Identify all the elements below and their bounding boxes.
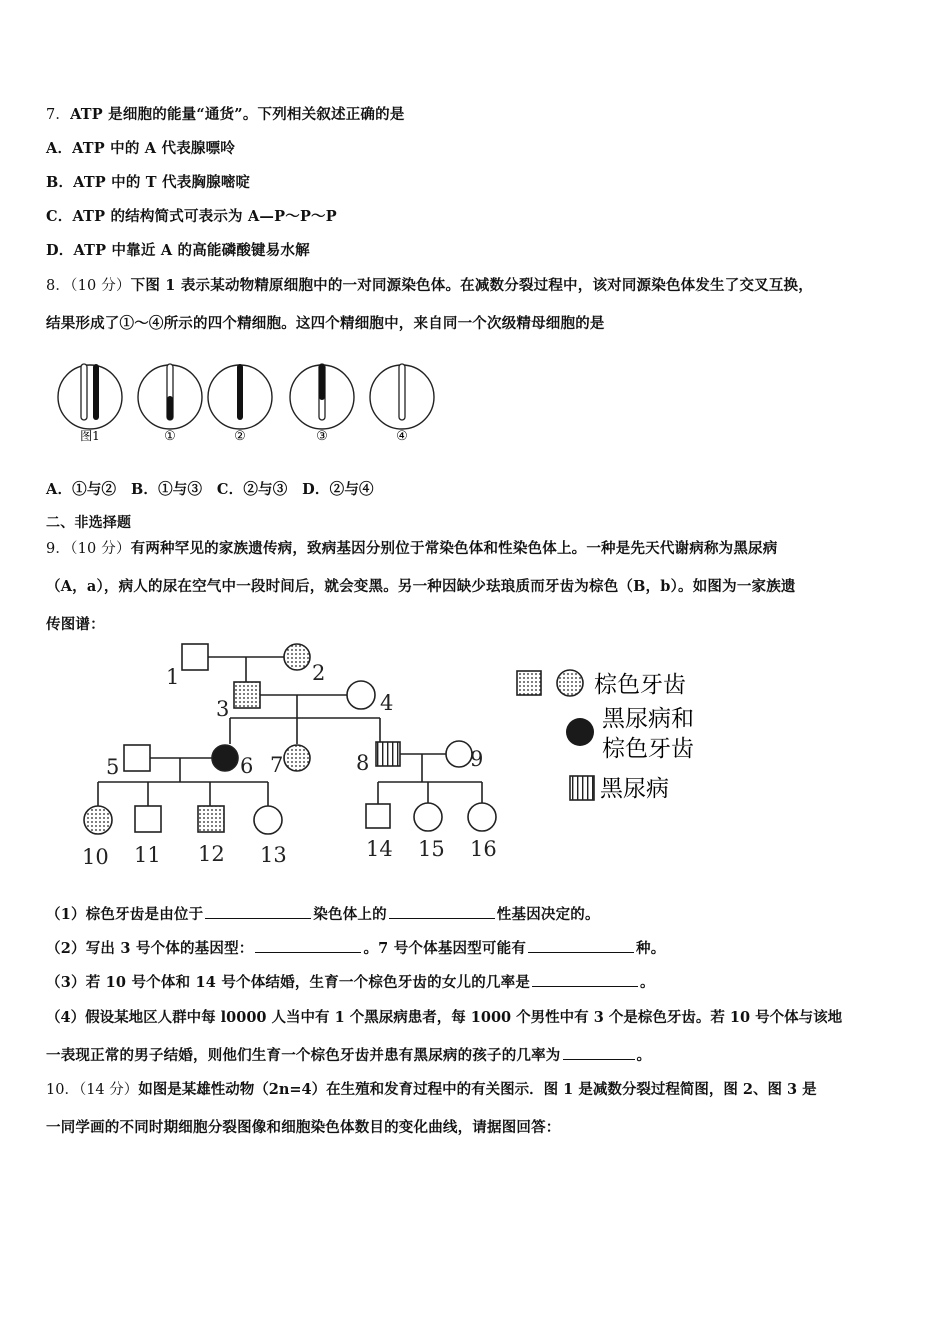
individual-14 — [366, 804, 390, 828]
answer-blank-6[interactable] — [563, 1047, 635, 1060]
id-label-11: 11 — [134, 843, 161, 867]
answer-blank-1[interactable] — [205, 906, 311, 919]
id-label-5: 5 — [106, 755, 120, 779]
cell-sperm-1 — [138, 364, 202, 429]
q8-stem-line1 — [46, 274, 813, 295]
individual-2 — [284, 644, 310, 670]
figure-label-4: ③ — [316, 429, 328, 444]
individual-4 — [347, 681, 375, 709]
q9-sub1 — [46, 903, 600, 924]
q10-stem-line2: 一同学画的不同时期细胞分裂图像和细胞染色体数目的变化曲线，请据图回答： — [46, 1119, 561, 1136]
figure-label-2: ① — [164, 429, 176, 444]
legend-circle-dotted — [557, 670, 583, 696]
individual-12 — [198, 806, 224, 832]
q9-sub2-text-a: （2）写出 3 号个体的基因型： — [46, 940, 254, 957]
legend-label-both-1: 黑尿病和 — [602, 706, 694, 732]
q8-options: A．①与② B．①与③ C．②与③ D．②与④ — [46, 481, 374, 498]
q9-stem-line3: 传图谱： — [46, 616, 105, 633]
q9-sub4-line2 — [46, 1044, 651, 1065]
answer-blank-4[interactable] — [528, 940, 634, 953]
answer-blank-3[interactable] — [255, 940, 361, 953]
cell-sperm-4 — [370, 364, 434, 429]
figure-label-3: ② — [234, 429, 246, 444]
q9-stem-line1 — [46, 537, 777, 558]
q9-sub1-text-c: 性基因决定的。 — [496, 906, 600, 923]
q10-points: （14 分） — [78, 1082, 139, 1098]
individual-5 — [124, 745, 150, 771]
individual-13 — [254, 806, 282, 834]
q9-sub2-text-b: 。7 号个体基因型可能有 — [363, 940, 527, 957]
legend-circle-filled — [566, 718, 594, 746]
individual-10 — [84, 806, 112, 834]
q8-number: 8． — [46, 278, 71, 294]
cell-sperm-3 — [290, 364, 354, 429]
q9-sub3-text-b: 。 — [640, 974, 655, 991]
answer-blank-2[interactable] — [389, 906, 495, 919]
individual-7 — [284, 745, 310, 771]
individual-15 — [414, 803, 442, 831]
individual-9 — [446, 741, 472, 767]
chromosome-figure — [50, 352, 450, 448]
legend-label-both-2: 棕色牙齿 — [602, 736, 694, 762]
cell-sperm-2 — [208, 364, 272, 429]
cell-figure-1 — [58, 364, 122, 429]
individual-6 — [212, 745, 238, 771]
q8-stem-line2: 结果形成了①～④所示的四个精细胞。这四个精细胞中，来自同一个次级精母细胞的是 — [46, 315, 605, 332]
q10-number: 10． — [46, 1082, 79, 1098]
q8-stem-text-1: 下图 1 表示某动物精原细胞中的一对同源染色体。在减数分裂过程中，该对同源染色体发生了交叉互换， — [130, 277, 813, 294]
id-label-16: 16 — [470, 837, 497, 861]
id-label-7: 7 — [270, 753, 284, 777]
id-label-15: 15 — [418, 837, 445, 861]
q9-sub4-text-a: 一表现正常的男子结婚，则他们生育一个棕色牙齿并患有黑尿病的孩子的几率为 — [46, 1047, 561, 1064]
q7-number: 7． — [46, 107, 71, 123]
id-label-14: 14 — [366, 837, 393, 861]
q9-sub4-line1: （4）假设某地区人群中每 l0000 人当中有 1 个黑尿病患者，每 1000 个男性中有 3 个是棕色牙齿。若 10 号个体与该地 — [46, 1009, 843, 1026]
q9-sub1-text-a: （1）棕色牙齿是由位于 — [46, 906, 204, 923]
individual-16 — [468, 803, 496, 831]
legend-square-striped — [570, 776, 594, 800]
pedigree-chart — [70, 636, 730, 872]
q9-number: 9． — [46, 541, 71, 557]
id-label-8: 8 — [356, 751, 370, 775]
answer-blank-5[interactable] — [532, 974, 638, 987]
id-label-12: 12 — [198, 842, 225, 866]
id-label-6: 6 — [240, 754, 254, 778]
q9-sub2 — [46, 937, 665, 958]
q10-stem-text-1: 如图是某雄性动物（2n=4）在生殖和发育过程中的有关图示．图 1 是减数分裂过程简图，图 2、图 3 是 — [138, 1081, 817, 1098]
q7-option-b: B．ATP 中的 T 代表胸腺嘧啶 — [46, 174, 251, 191]
q7-stem — [46, 103, 405, 124]
id-label-1: 1 — [166, 665, 180, 689]
q8-points: （10 分） — [70, 278, 131, 294]
q7-option-d: D．ATP 中靠近 A 的高能磷酸键易水解 — [46, 242, 310, 259]
q9-sub4-text-b: 。 — [636, 1047, 652, 1064]
id-label-10: 10 — [82, 845, 109, 869]
id-label-4: 4 — [380, 691, 394, 715]
q9-points: （10 分） — [70, 541, 131, 557]
legend-label-brown-teeth: 棕色牙齿 — [594, 672, 686, 698]
q7-option-a: A．ATP 中的 A 代表腺嘌呤 — [46, 140, 235, 157]
individual-1 — [182, 644, 208, 670]
id-label-13: 13 — [260, 843, 287, 867]
q7-stem-text: ATP 是细胞的能量“通货”。下列相关叙述正确的是 — [70, 106, 405, 123]
figure-label-5: ④ — [396, 429, 408, 444]
id-label-3: 3 — [216, 697, 230, 721]
q7-option-c: C．ATP 的结构简式可表示为 A—P～P～P — [46, 208, 337, 225]
legend-label-alkaptonuria: 黑尿病 — [600, 776, 669, 802]
individual-3 — [234, 682, 260, 708]
figure-label-1: 图1 — [80, 429, 100, 443]
individual-11 — [135, 806, 161, 832]
section-heading: 二、非选择题 — [46, 515, 132, 531]
q9-sub2-text-c: 种。 — [636, 940, 666, 957]
id-label-9: 9 — [470, 747, 484, 771]
legend-square-dotted — [517, 671, 541, 695]
q9-sub3-text-a: （3）若 10 号个体和 14 号个体结婚，生育一个棕色牙齿的女儿的几率是 — [46, 974, 531, 991]
pedigree-legend — [517, 670, 694, 802]
q10-stem-line1 — [46, 1078, 817, 1099]
individual-8 — [376, 742, 400, 766]
q9-sub3 — [46, 971, 655, 992]
q9-stem-text-1: 有两种罕见的家族遗传病，致病基因分别位于常染色体和性染色体上。一种是先天代谢病称为黑尿病 — [130, 540, 778, 557]
q9-stem-line2: （A，a），病人的尿在空气中一段时间后，就会变黑。另一种因缺少珐琅质而牙齿为棕色（B，b）。如图为一家族遗 — [46, 578, 796, 595]
q9-sub1-text-b: 染色体上的 — [313, 906, 387, 923]
id-label-2: 2 — [312, 661, 326, 685]
